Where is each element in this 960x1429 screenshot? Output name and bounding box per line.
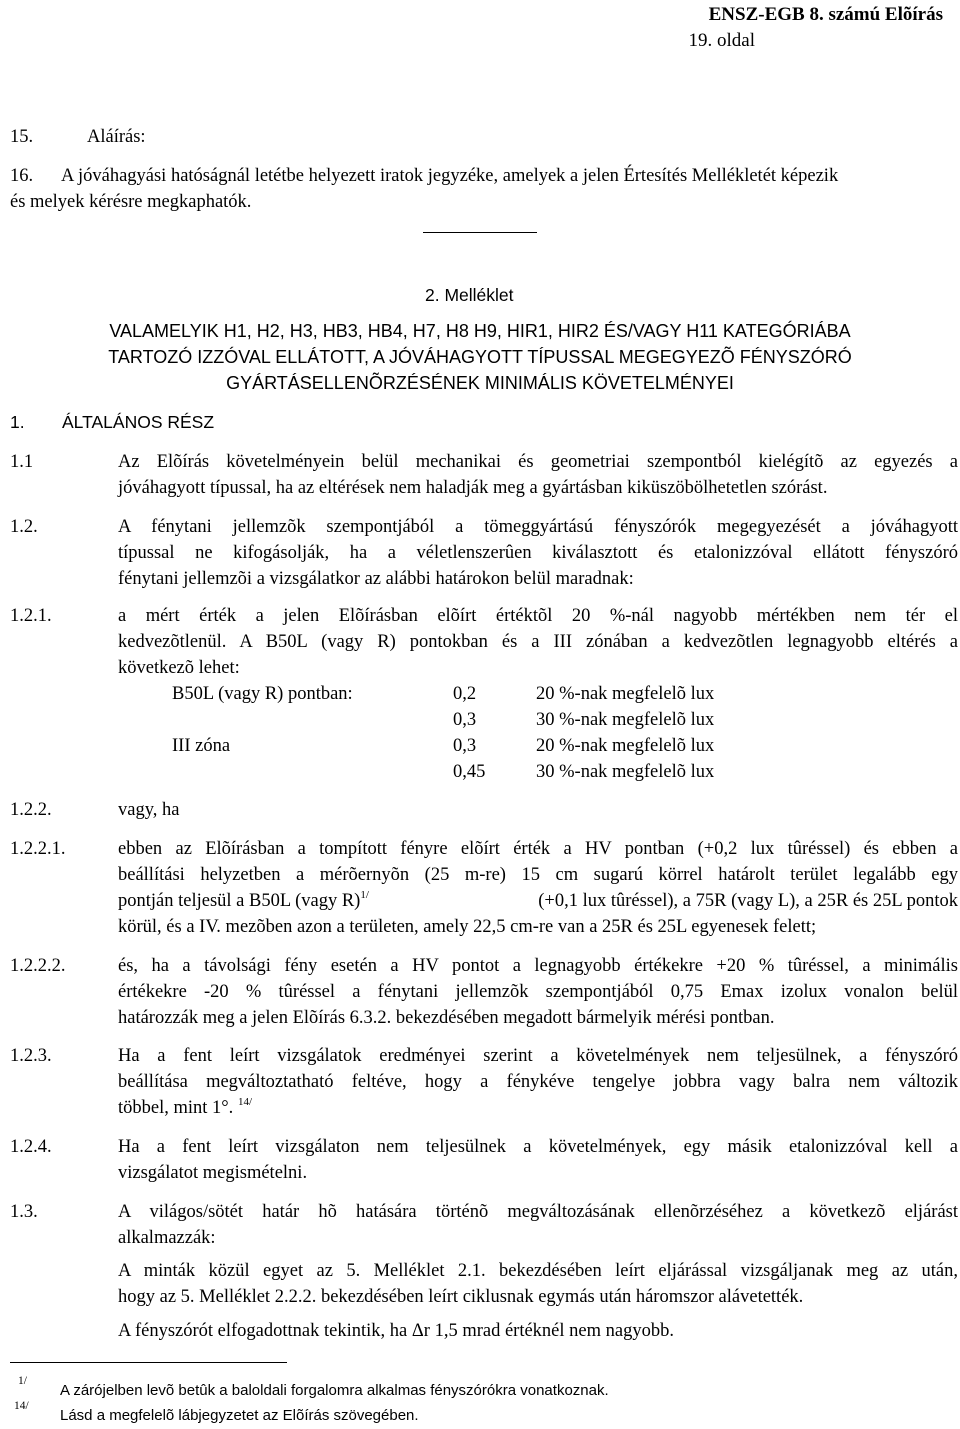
item-16-line: A jóváhagyási hatóságnál letétbe helyezett iratok jegyzéke, amelyek a jelen Értesítés Mellékletét képezik bbox=[61, 166, 839, 186]
footnote-mark: 14/ bbox=[14, 1400, 29, 1412]
table-row-desc: 20 %-nak megfelelõ lux bbox=[536, 684, 715, 704]
section-1-2-2-1-line: ebben az Elõírásban a tompított fényre elõírt érték a HV pontban (+0,2 lux tûréssel) és ebben a bbox=[118, 839, 958, 859]
table-row-label: B50L (vagy R) pontban: bbox=[172, 684, 353, 704]
document-title: ENSZ-EGB 8. számú Elõírás bbox=[708, 4, 943, 25]
annex-heading-line: GYÁRTÁSELLENÕRZÉSÉNEK MINIMÁLIS KÖVETELMÉNYEI bbox=[226, 373, 734, 393]
section-1-title: ÁLTALÁNOS RÉSZ bbox=[62, 412, 215, 432]
item-15-text: Aláírás: bbox=[87, 127, 146, 147]
section-1-2-3-line: beállítása megváltoztatható feltéve, hogy a fénykéve tengelye jobbra vagy balra nem változik bbox=[118, 1072, 958, 1092]
section-1-3-line bbox=[118, 1318, 674, 1344]
item-15-number: 15. bbox=[10, 127, 34, 147]
table-row-desc: 30 %-nak megfelelõ lux bbox=[536, 762, 715, 782]
annex-heading-line: TARTOZÓ IZZÓVAL ELLÁTOTT, A JÓVÁHAGYOTT TÍPUSSAL MEGEGYEZÕ FÉNYSZÓRÓ bbox=[108, 347, 852, 367]
section-1-1-line: Az Elõírás követelményein belül mechanikai és geometriai szempontból kielégítõ az egyezés a bbox=[118, 452, 958, 472]
section-1-2-1-line: kedvezõtlenül. A B50L (vagy R) pontokban és a III zónában a kedvezõtlen legnagyobb eltérés a bbox=[118, 632, 958, 652]
page-number: 19. oldal bbox=[688, 30, 755, 51]
section-1-number: 1. bbox=[10, 412, 25, 432]
section-1-2-2-1-line: beállítási helyzetben a mérõernyõn (25 m-re) 15 cm sugarú körrel határolt terület legalább egy bbox=[118, 865, 958, 885]
section-1-2-3-line: Ha a fent leírt vizsgálatok eredményei szerint a követelmények nem teljesülnek, a fényszóró bbox=[118, 1046, 958, 1066]
section-1-2-2-1-line bbox=[118, 888, 958, 914]
table-row-value: 0,2 bbox=[453, 684, 477, 704]
section-1-2-number: 1.2. bbox=[10, 517, 38, 537]
section-1-2-line: típussal ne kifogásolják, ha a véletlenszerûen kiválasztott és etalonizzóval ellátott fényszóró bbox=[118, 543, 958, 563]
section-1-2-1-line: következõ lehet: bbox=[118, 658, 240, 678]
table-row-value: 0,3 bbox=[453, 736, 477, 756]
line-text: pontján teljesül a B50L (vagy R) bbox=[118, 891, 361, 911]
item-16-number: 16. bbox=[10, 166, 34, 186]
section-1-2-2-number: 1.2.2. bbox=[10, 800, 52, 820]
footnote-ref: 14/ bbox=[237, 1096, 252, 1108]
table-row-desc: 20 %-nak megfelelõ lux bbox=[536, 736, 715, 756]
section-1-3-line: hogy az 5. Melléklet 2.2.2. bekezdésében leírt ciklusnak egymás után háromszor alávetették. bbox=[118, 1287, 804, 1307]
section-1-3-number: 1.3. bbox=[10, 1202, 38, 1222]
section-1-2-2-2-line: határozzák meg a jelen Elõírás 6.3.2. bekezdésében megadott bármelyik mérési pontban. bbox=[118, 1008, 775, 1028]
section-1-2-4-line: vizsgálatot megismételni. bbox=[118, 1163, 308, 1183]
footnote-text: Lásd a megfelelõ lábjegyzetet az Elõírás szövegében. bbox=[60, 1407, 419, 1424]
line-text: (+0,1 lux tûréssel), a 75R (vagy L), a 25R és 25L pontok bbox=[533, 891, 958, 911]
annex-title: 2. Melléklet bbox=[425, 285, 514, 305]
line-text: többel, mint 1°. bbox=[118, 1098, 234, 1118]
section-1-2-3-line bbox=[118, 1095, 252, 1121]
table-row-label: III zóna bbox=[172, 736, 231, 756]
section-1-2-2-2-line: értékekre -20 % tûréssel a fénytani jellemzõk szempontjából 0,75 Emax izolux vonalon belül bbox=[118, 982, 958, 1002]
footnote-mark: 1/ bbox=[18, 1375, 27, 1387]
line-text: A fényszórót elfogadottnak tekintik, ha bbox=[118, 1321, 412, 1341]
section-1-3-line: alkalmazzák: bbox=[118, 1228, 216, 1248]
section-1-3-line: A minták közül egyet az 5. Melléklet 2.1. bekezdésében leírt eljárással vizsgáljanak meg az után, bbox=[118, 1261, 958, 1281]
section-1-2-1-number: 1.2.1. bbox=[10, 606, 52, 626]
footnote-separator bbox=[10, 1362, 287, 1363]
section-1-2-1-line: a mért érték a jelen Elõírásban elõírt értéktõl 20 %-nál nagyobb mértékben nem tér el bbox=[118, 606, 958, 626]
section-1-2-2-2-number: 1.2.2.2. bbox=[10, 956, 66, 976]
item-16-line: és melyek kérésre megkaphatók. bbox=[10, 192, 252, 212]
section-1-2-line: fénytani jellemzõi a vizsgálatkor az alábbi határokon belül maradnak: bbox=[118, 569, 634, 589]
line-text: r 1,5 mrad értéknél nem nagyobb. bbox=[423, 1321, 674, 1341]
separator-rule bbox=[423, 232, 537, 233]
section-1-2-line: A fénytani jellemzõk szempontjából a tömeggyártású fényszórók megegyezését a jóváhagyott bbox=[118, 517, 958, 537]
table-row-desc: 30 %-nak megfelelõ lux bbox=[536, 710, 715, 730]
footnote-ref: 1/ bbox=[360, 889, 369, 901]
delta-symbol: Δ bbox=[411, 1321, 424, 1341]
table-row-value: 0,45 bbox=[453, 762, 486, 782]
table-row-value: 0,3 bbox=[453, 710, 477, 730]
section-1-2-3-number: 1.2.3. bbox=[10, 1046, 52, 1066]
section-1-2-2-2-line: és, ha a távolsági fény esetén a HV pontot a legnagyobb értékekre +20 % tûréssel, a minimális bbox=[118, 956, 958, 976]
section-1-3-line: A világos/sötét határ hõ hatására történõ megváltozásának ellenõrzéséhez a következõ eljárást bbox=[118, 1202, 958, 1222]
section-1-2-4-line: Ha a fent leírt vizsgálaton nem teljesülnek a követelmények, egy másik etalonizzóval kell a bbox=[118, 1137, 958, 1157]
section-1-2-2-text: vagy, ha bbox=[118, 800, 180, 820]
section-1-2-2-1-line: körül, és a IV. mezõben azon a területen, amely 22,5 cm-re van a 25R és 25L egyenesek felett; bbox=[118, 917, 817, 937]
section-1-2-4-number: 1.2.4. bbox=[10, 1137, 52, 1157]
section-1-1-line: jóváhagyott típussal, ha az eltérések nem haladják meg a gyártásban kiküszöbölhetetlen szórást. bbox=[118, 478, 828, 498]
section-1-2-2-1-number: 1.2.2.1. bbox=[10, 839, 66, 859]
annex-heading-line: VALAMELYIK H1, H2, H3, HB3, HB4, H7, H8 H9, HIR1, HIR2 ÉS/VAGY H11 KATEGÓRIÁBA bbox=[109, 321, 851, 341]
footnote-text: A zárójelben levõ betûk a baloldali forgalomra alkalmas fényszórókra vonatkoznak. bbox=[60, 1382, 609, 1399]
section-1-1-number: 1.1 bbox=[10, 452, 34, 472]
